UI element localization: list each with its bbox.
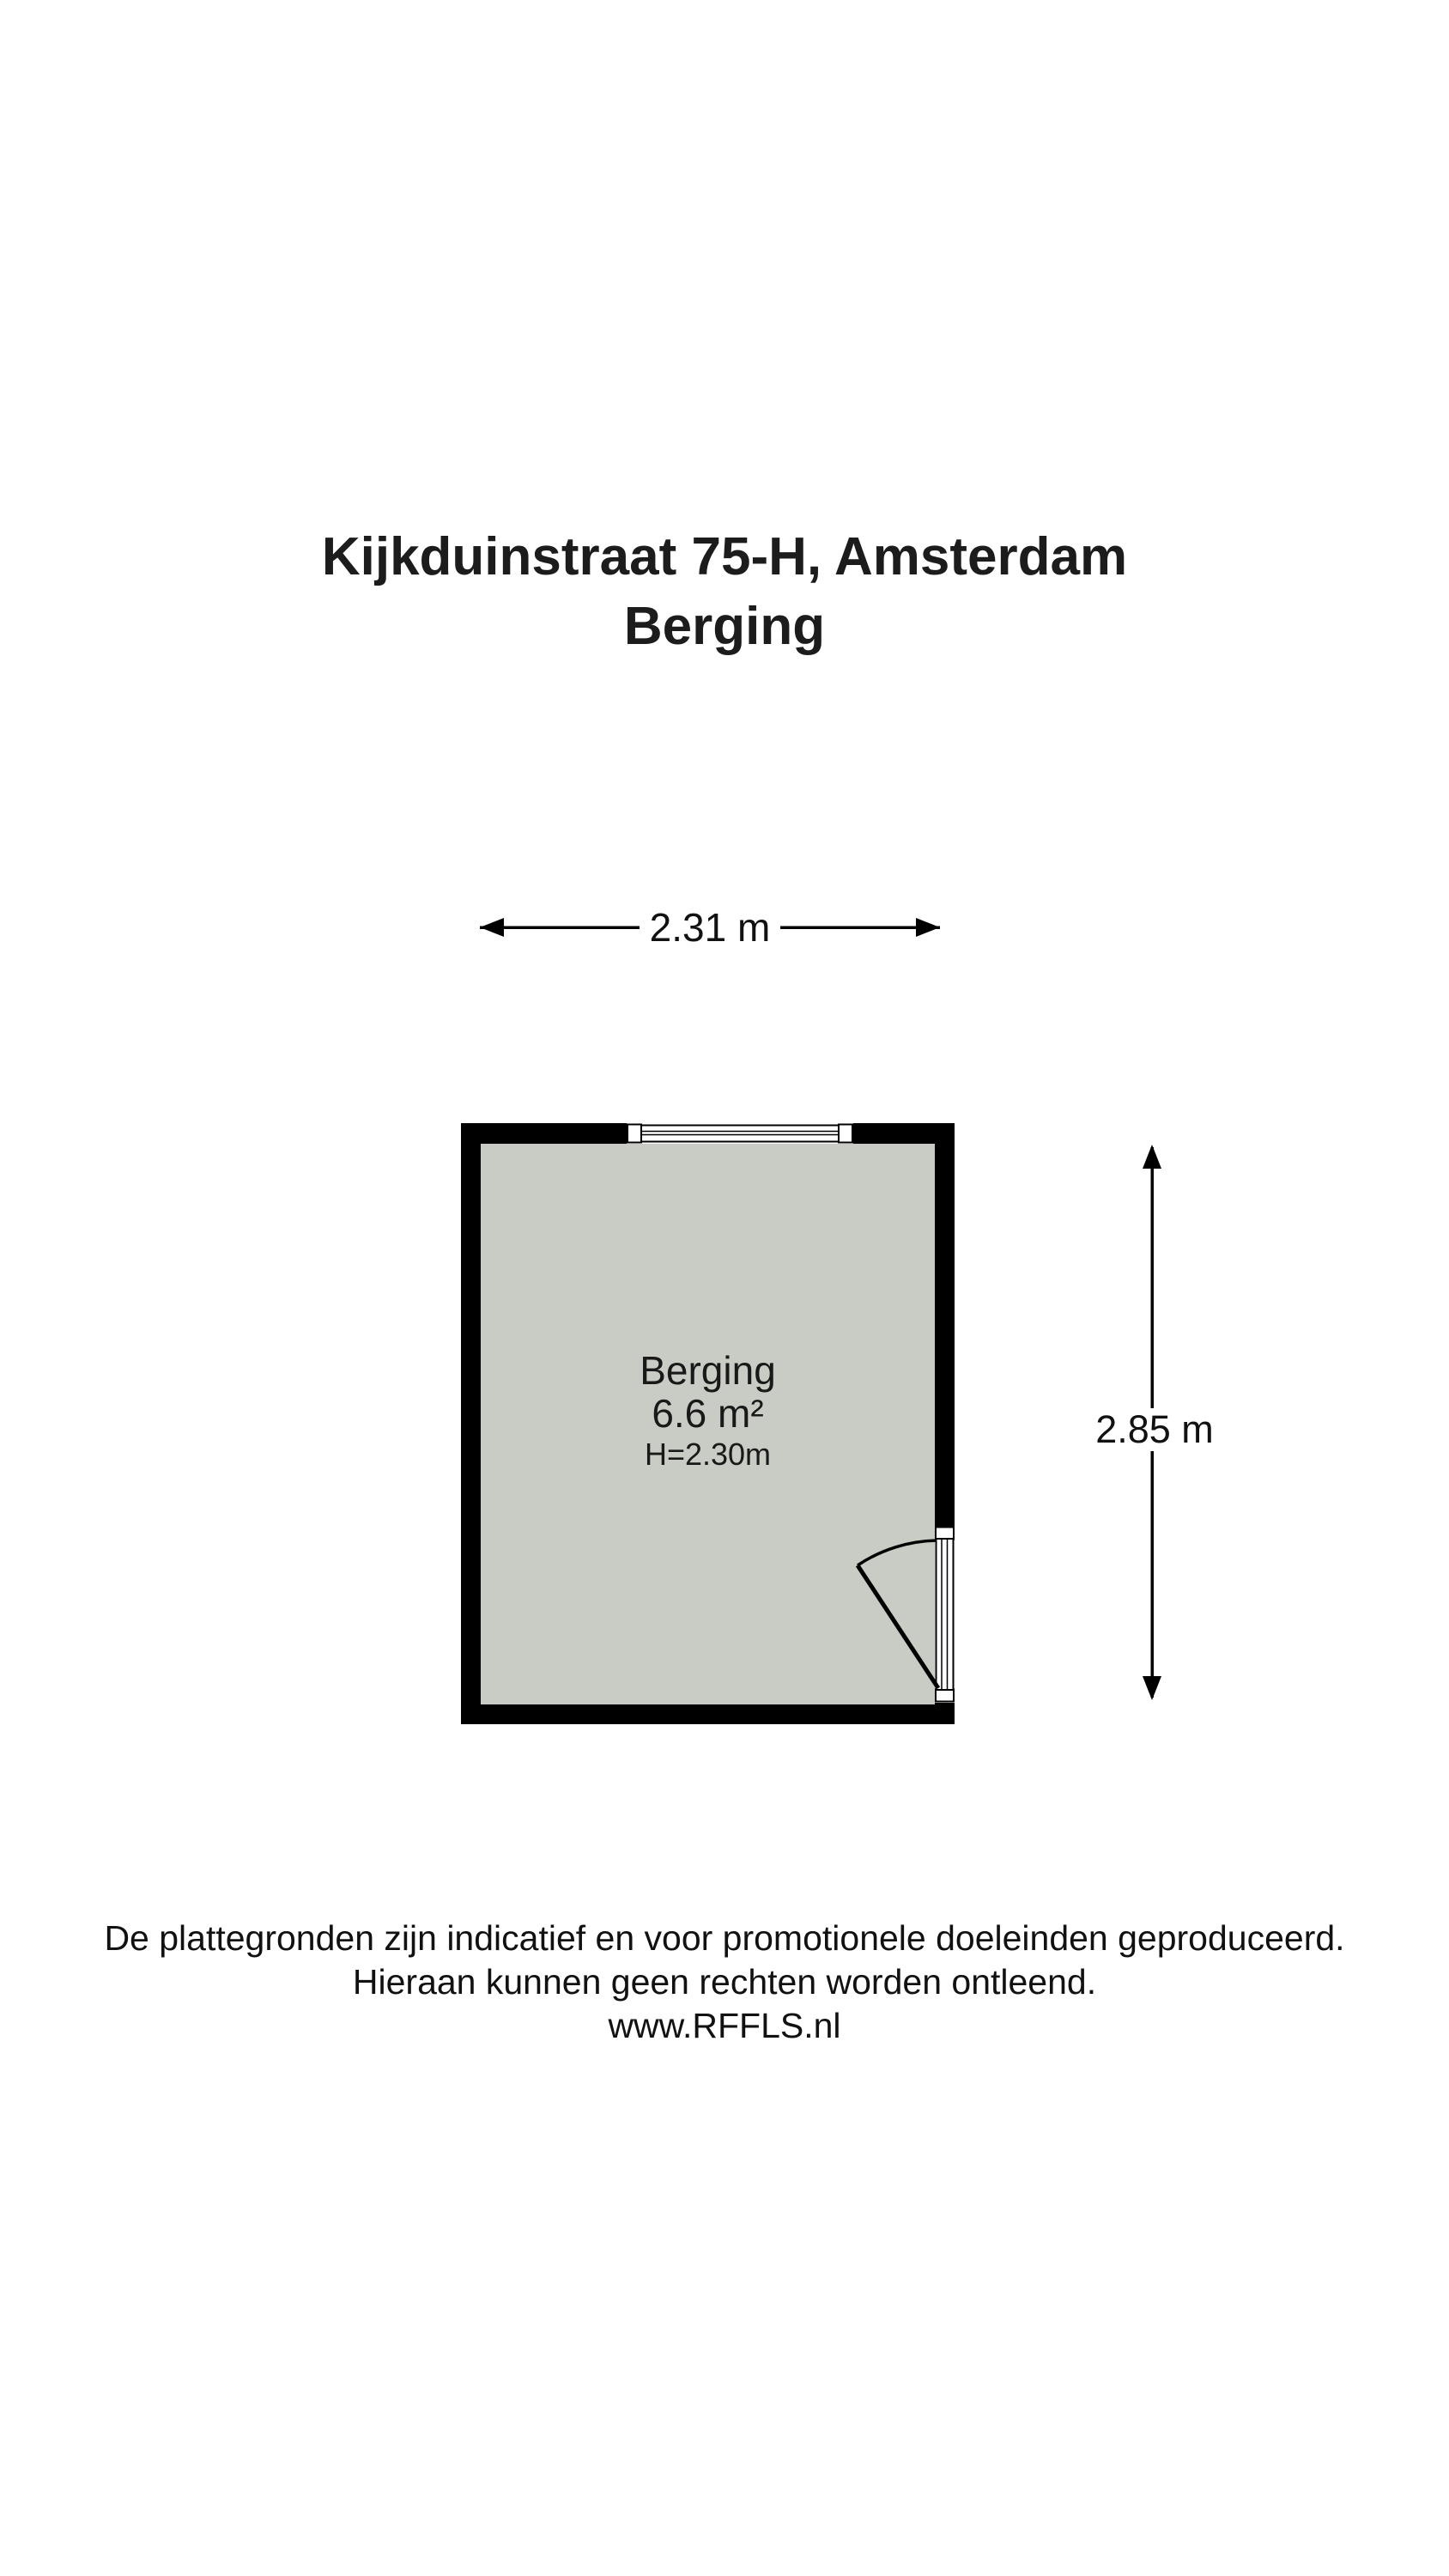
height-dim-arrowhead-top (1143, 1145, 1161, 1169)
window-glazing (641, 1126, 839, 1142)
width-dim-label: 2.31 m (649, 905, 771, 950)
width-dim-arrowhead-left (480, 918, 504, 937)
width-dim-arrowhead-right (916, 918, 940, 937)
window-jamb-right (839, 1125, 852, 1143)
window-jamb-left (627, 1125, 641, 1143)
room-ceiling-height-label: H=2.30m (644, 1437, 772, 1472)
door-panel (937, 1539, 954, 1690)
height-dimension-arrow (1095, 1145, 1214, 1700)
door-jamb-top (936, 1528, 954, 1540)
disclaimer-line-1: De plattegronden zijn indicatief en voor promotionele doeleinden geproduceerd. (104, 1918, 1345, 1958)
room-area-label: 6.6 m² (652, 1391, 764, 1436)
door-jamb-bottom (936, 1690, 954, 1702)
window (627, 1123, 853, 1144)
height-dim-arrowhead-bottom (1143, 1676, 1161, 1700)
website-link: www.RFFLS.nl (608, 2006, 841, 2045)
title-room: Berging (623, 597, 826, 656)
disclaimer (0, 1917, 1449, 2048)
room-label (461, 1348, 955, 1475)
disclaimer-line-2: Hieraan kunnen geen rechten worden ontleend. (352, 1962, 1097, 2002)
title-address: Kijkduinstraat 75-H, Amsterdam (321, 527, 1128, 586)
height-dim-label: 2.85 m (1095, 1407, 1214, 1451)
width-dimension-arrow (480, 905, 940, 950)
room-name-label: Berging (640, 1348, 776, 1393)
